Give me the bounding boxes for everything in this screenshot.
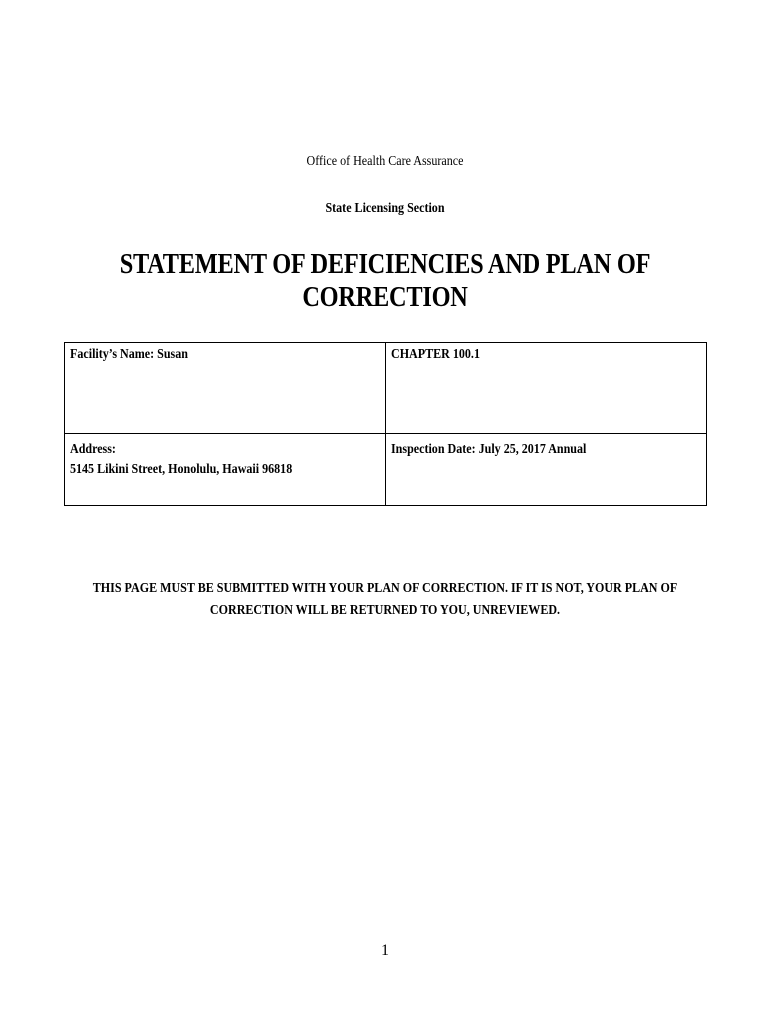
inspection-date-cell: Inspection Date: July 25, 2017 Annual bbox=[391, 442, 587, 457]
address-value: 5145 Likini Street, Honolulu, Hawaii 96818 bbox=[70, 462, 293, 477]
address-label: Address: bbox=[70, 442, 116, 457]
office-name: Office of Health Care Assurance bbox=[306, 154, 464, 169]
section-name: State Licensing Section bbox=[325, 201, 445, 216]
table-row-divider bbox=[65, 433, 706, 434]
notice-line-1: THIS PAGE MUST BE SUBMITTED WITH YOUR PLAN OF CORRECTION. IF IT IS NOT, YOUR PLAN OF bbox=[92, 581, 678, 596]
chapter-cell: CHAPTER 100.1 bbox=[391, 347, 480, 362]
document-title: STATEMENT OF DEFICIENCIES AND PLAN OF CORRECTION bbox=[119, 248, 651, 313]
submission-notice bbox=[0, 578, 770, 622]
table-column-divider bbox=[385, 343, 386, 505]
notice-line-2: CORRECTION WILL BE RETURNED TO YOU, UNREVIEWED. bbox=[209, 603, 561, 618]
address-cell bbox=[70, 440, 292, 480]
facility-info-table bbox=[64, 342, 707, 506]
facility-name-cell: Facility’s Name: Susan bbox=[70, 347, 188, 362]
page-number: 1 bbox=[381, 942, 389, 959]
